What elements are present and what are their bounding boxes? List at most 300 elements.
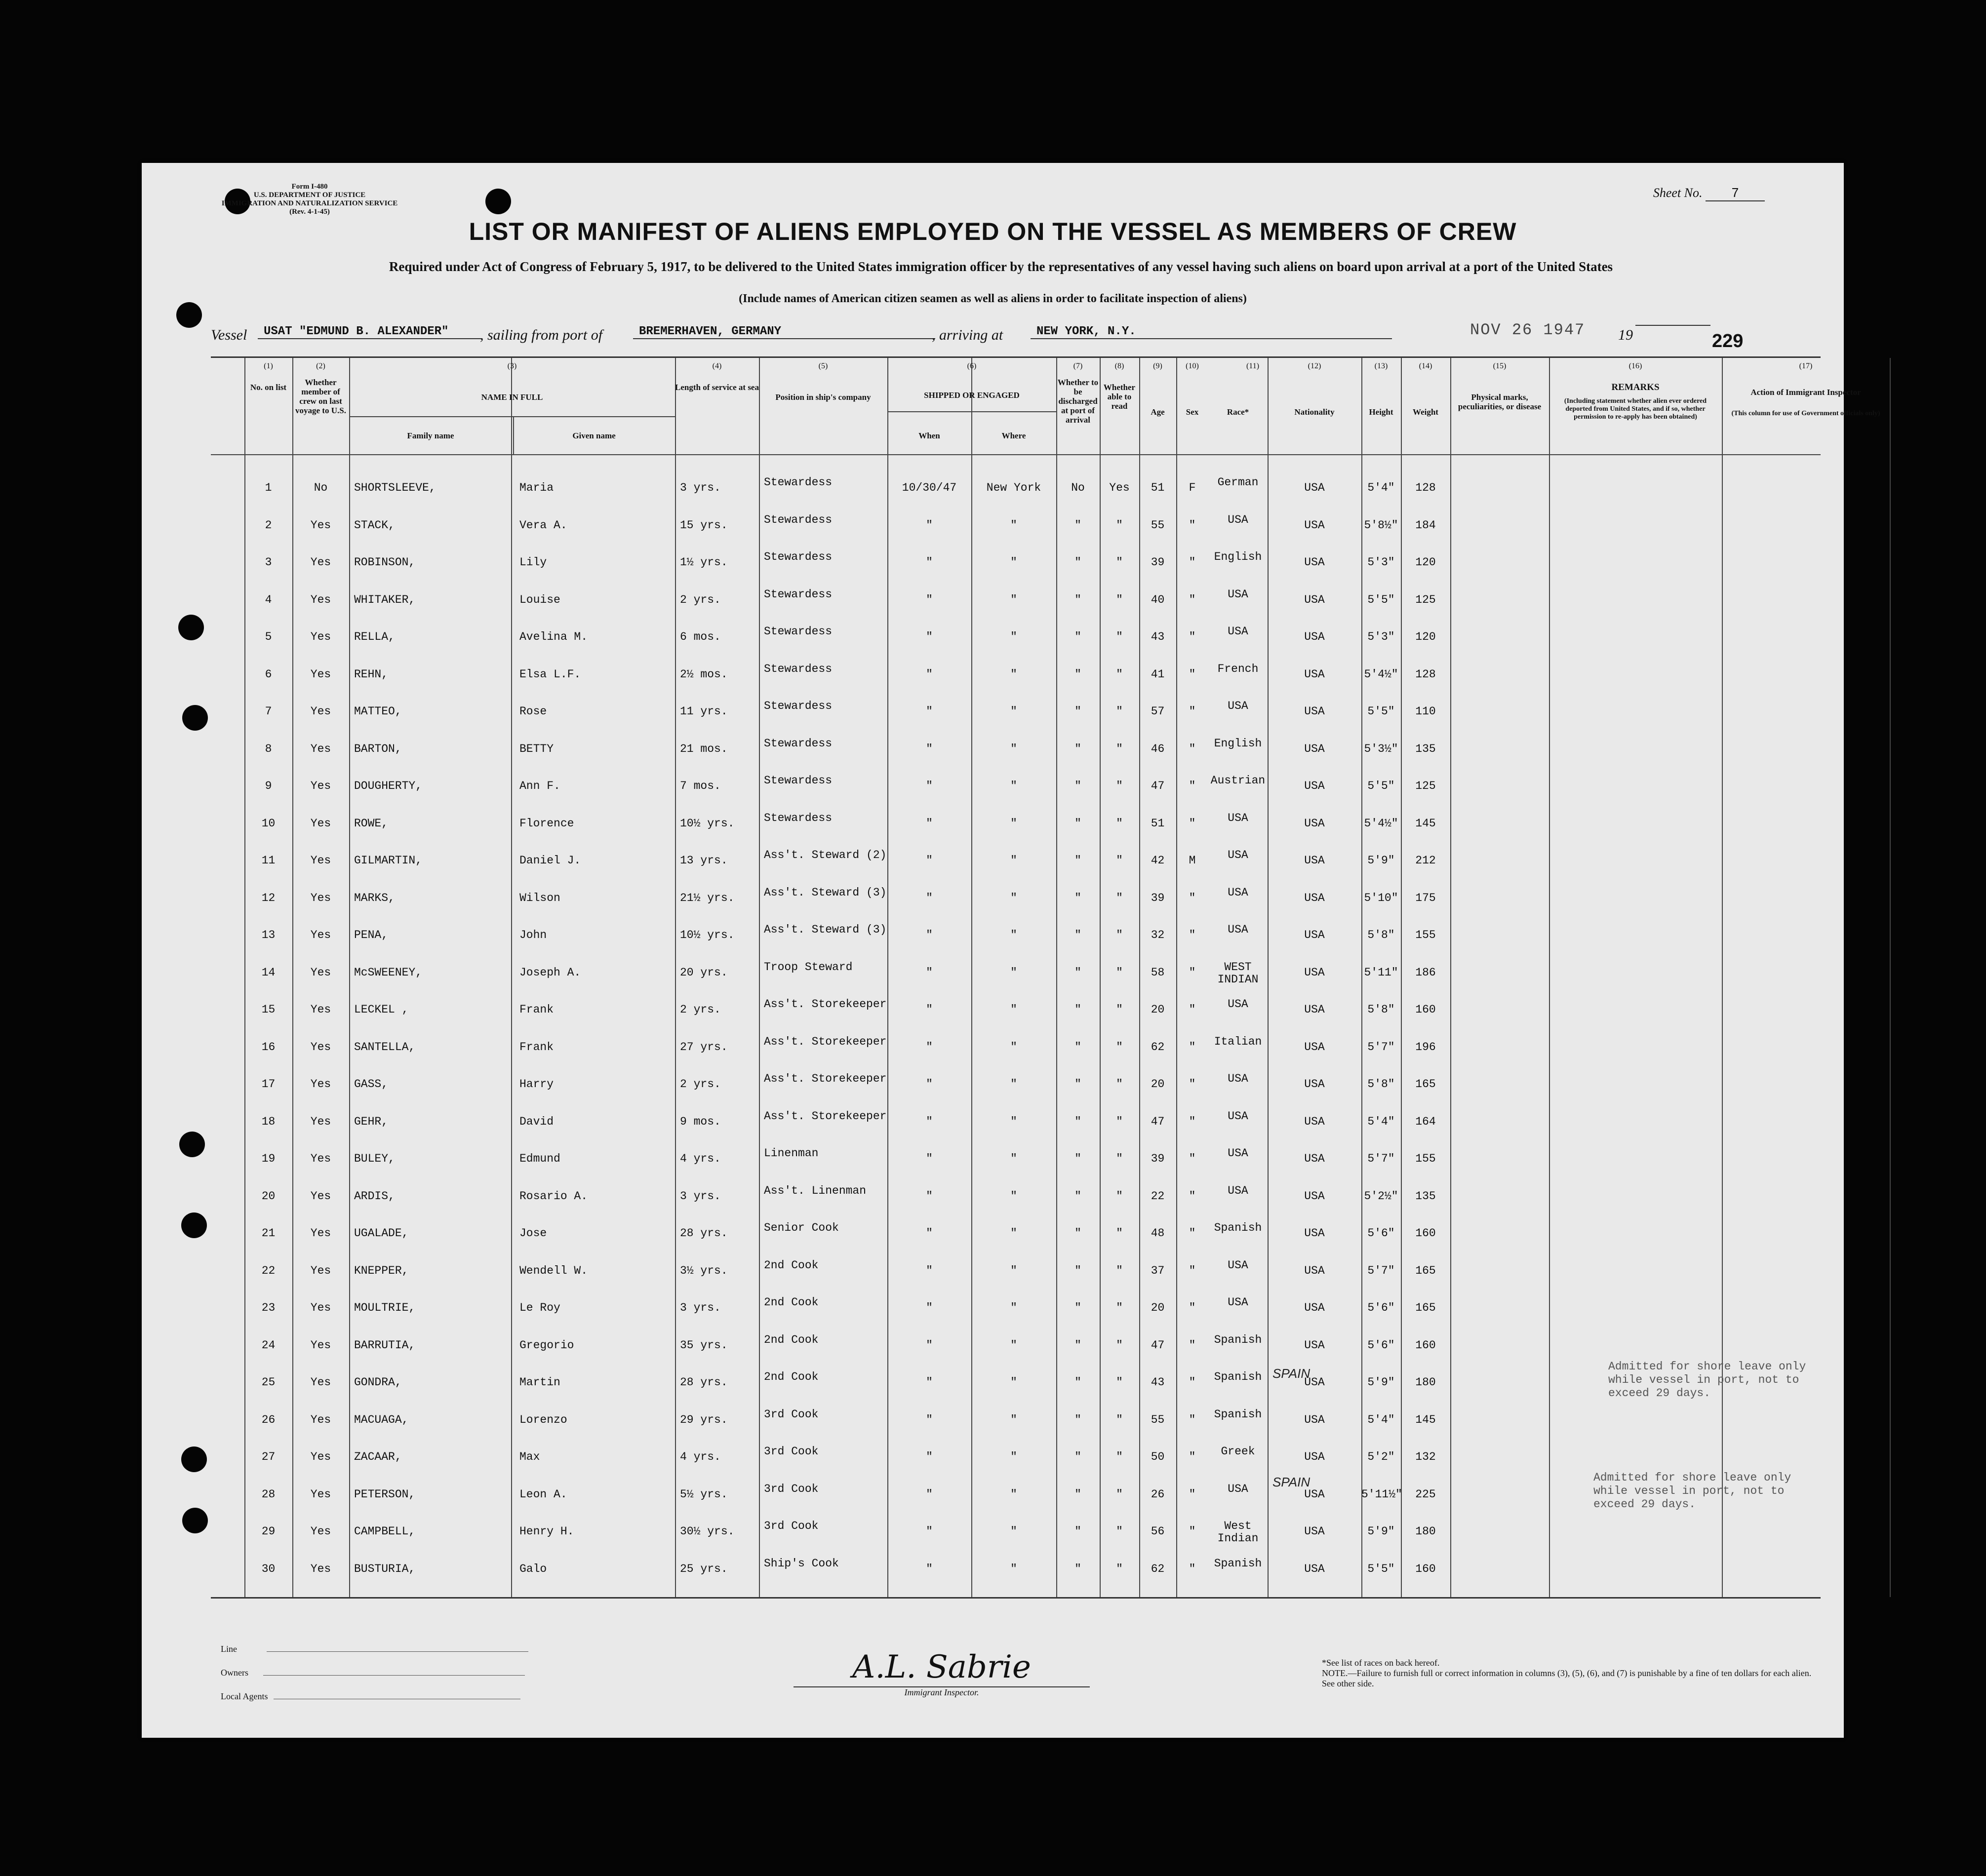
weight: 155 — [1415, 929, 1436, 941]
shipped-where: " — [1010, 742, 1017, 755]
age: 32 — [1151, 929, 1165, 941]
table-row — [211, 770, 1821, 804]
age: 50 — [1151, 1450, 1165, 1463]
footer-notes — [1322, 1658, 1816, 1689]
row-number: 18 — [261, 1115, 276, 1128]
service-name: IMMIGRATION AND NATURALIZATION SERVICE — [221, 199, 398, 207]
height: 5'9" — [1367, 854, 1395, 867]
date-stamp: NOV 26 1947 — [1470, 321, 1586, 339]
last-voyage: Yes — [310, 1525, 331, 1538]
race: USA — [1228, 811, 1248, 824]
length-service: 30½ yrs. — [680, 1525, 735, 1538]
discharged: " — [1074, 780, 1081, 792]
sheet-number — [1653, 185, 1765, 201]
family-name: MATTEO, — [354, 705, 402, 718]
row-number: 7 — [265, 705, 272, 718]
age: 20 — [1151, 1003, 1165, 1016]
sex: " — [1189, 1413, 1196, 1426]
height: 5'4½" — [1364, 817, 1398, 830]
race: USA — [1228, 923, 1248, 936]
race: USA — [1228, 1109, 1248, 1123]
last-voyage: Yes — [310, 780, 331, 792]
position: Ass't. Storekeeper — [764, 1035, 887, 1048]
race: Greek — [1221, 1445, 1255, 1458]
race: Spanish — [1214, 1557, 1262, 1570]
sex: " — [1189, 1264, 1196, 1277]
height: 5'2" — [1367, 1450, 1395, 1463]
nationality: USA — [1304, 891, 1325, 904]
able-to-read: " — [1116, 1413, 1123, 1426]
shipped-where: " — [1010, 1189, 1017, 1203]
sex: " — [1189, 1078, 1196, 1091]
able-to-read: " — [1116, 1338, 1123, 1352]
weight: 110 — [1415, 705, 1436, 718]
given-name: Jose — [519, 1227, 547, 1240]
last-voyage: Yes — [310, 667, 331, 681]
height: 5'5" — [1367, 780, 1395, 792]
height: 5'10" — [1364, 891, 1398, 904]
row-number: 9 — [265, 780, 272, 792]
discharged: " — [1074, 1376, 1081, 1389]
shipped-when: " — [926, 556, 933, 569]
height: 5'6" — [1367, 1301, 1395, 1314]
discharged: " — [1074, 1078, 1081, 1091]
age: 39 — [1151, 556, 1165, 569]
table-row — [211, 621, 1821, 655]
shipped-when: " — [926, 1450, 933, 1463]
table-row — [211, 733, 1821, 767]
nationality: USA — [1304, 1264, 1325, 1277]
inspector-caption: Immigrant Inspector. — [794, 1686, 1090, 1698]
sex: " — [1189, 1003, 1196, 1016]
form-identifier — [211, 183, 408, 216]
row-number: 6 — [265, 667, 272, 681]
weight: 165 — [1415, 1078, 1436, 1091]
weight: 180 — [1415, 1376, 1436, 1389]
length-service: 10½ yrs. — [680, 817, 735, 830]
length-service: 28 yrs. — [680, 1376, 728, 1389]
shipped-when: " — [926, 1562, 933, 1575]
able-to-read: " — [1116, 556, 1123, 569]
shipped-where: " — [1010, 1040, 1017, 1054]
race: Spanish — [1214, 1407, 1262, 1421]
weight: 128 — [1415, 481, 1436, 494]
page-title: LIST OR MANIFEST OF ALIENS EMPLOYED ON THE VESSEL AS MEMBERS OF CREW — [469, 218, 1517, 245]
able-to-read: " — [1116, 1376, 1123, 1389]
able-to-read: " — [1116, 1264, 1123, 1277]
able-to-read: " — [1116, 705, 1123, 718]
position: 3rd Cook — [764, 1520, 819, 1532]
given-name: Lorenzo — [519, 1413, 567, 1426]
last-voyage: Yes — [310, 1115, 331, 1128]
header-nationality: Nationality — [1294, 407, 1335, 417]
last-voyage: Yes — [310, 1227, 331, 1240]
position: Ass't. Steward (3) — [764, 923, 887, 936]
shipped-when: " — [926, 1264, 933, 1277]
position: 3rd Cook — [764, 1482, 819, 1495]
row-number: 5 — [265, 630, 272, 643]
shipped-when: " — [926, 891, 933, 904]
row-number: 20 — [261, 1189, 276, 1203]
table-row — [211, 1553, 1821, 1587]
able-to-read: " — [1116, 891, 1123, 904]
sex: " — [1189, 1301, 1196, 1314]
able-to-read: " — [1116, 1078, 1123, 1091]
sex: " — [1189, 1487, 1196, 1501]
col-num: (1) — [264, 362, 273, 370]
nationality: USA — [1304, 705, 1325, 718]
discharged: " — [1074, 1487, 1081, 1501]
row-number: 2 — [265, 518, 272, 532]
position: Ass't. Linenman — [764, 1184, 867, 1197]
shipped-where: " — [1010, 593, 1017, 606]
nationality: USA — [1304, 1376, 1325, 1389]
nationality: USA — [1304, 630, 1325, 643]
given-name: Frank — [519, 1040, 554, 1054]
shipped-where: " — [1010, 667, 1017, 681]
shipped-where: " — [1010, 1227, 1017, 1240]
position: Stewardess — [764, 700, 833, 712]
header-action: Action of Immigrant Inspector — [1750, 388, 1861, 397]
sex: " — [1189, 1450, 1196, 1463]
nationality: USA — [1304, 1227, 1325, 1240]
able-to-read: " — [1116, 780, 1123, 792]
last-voyage: Yes — [310, 556, 331, 569]
race: USA — [1228, 625, 1248, 638]
nationality: USA — [1304, 667, 1325, 681]
shipped-where: " — [1010, 1450, 1017, 1463]
row-number: 8 — [265, 742, 272, 755]
last-voyage: Yes — [310, 518, 331, 532]
height: 5'7" — [1367, 1152, 1395, 1165]
able-to-read: " — [1116, 742, 1123, 755]
arrival-port: NEW YORK, N.Y. — [1031, 325, 1392, 339]
height: 5'6" — [1367, 1338, 1395, 1352]
race: French — [1217, 662, 1259, 675]
table-row — [211, 1142, 1821, 1177]
weight: 145 — [1415, 817, 1436, 830]
age: 48 — [1151, 1227, 1165, 1240]
given-name: Lily — [519, 556, 547, 569]
nationality: USA — [1304, 1003, 1325, 1016]
discharged: " — [1074, 742, 1081, 755]
race: WEST INDIAN — [1217, 960, 1259, 986]
header-length-service: Length of service at sea — [675, 383, 759, 392]
sheet-value: 7 — [1706, 185, 1765, 201]
row-number: 24 — [261, 1338, 276, 1352]
crew-table — [211, 356, 1880, 1599]
shipped-when: " — [926, 1152, 933, 1165]
sex: " — [1189, 817, 1196, 830]
col-num: (10) — [1186, 362, 1199, 370]
age: 22 — [1151, 1189, 1165, 1203]
col-num: (17) — [1799, 362, 1813, 370]
weight: 175 — [1415, 891, 1436, 904]
age: 51 — [1151, 481, 1165, 494]
weight: 155 — [1415, 1152, 1436, 1165]
header-remarks: REMARKS — [1611, 382, 1660, 392]
header-given-name: Given name — [572, 431, 616, 440]
col-num: (5) — [818, 362, 828, 370]
family-name: KNEPPER, — [354, 1264, 409, 1277]
family-name: WHITAKER, — [354, 593, 416, 606]
discharged: " — [1074, 1003, 1081, 1016]
table-row — [211, 1254, 1821, 1289]
punch-hole — [176, 302, 202, 328]
family-name: SHORTSLEEVE, — [354, 481, 436, 494]
length-service: 9 mos. — [680, 1115, 721, 1128]
row-number: 3 — [265, 556, 272, 569]
position: Troop Steward — [764, 960, 853, 974]
shipped-when: " — [926, 1040, 933, 1054]
family-name: LECKEL , — [354, 1003, 409, 1016]
height: 5'4½" — [1364, 667, 1398, 681]
length-service: 25 yrs. — [680, 1562, 728, 1575]
header-discharged: Whether to be discharged at port of arrival — [1057, 378, 1099, 425]
height: 5'2½" — [1364, 1189, 1398, 1203]
weight: 132 — [1415, 1450, 1436, 1463]
height: 5'4" — [1367, 481, 1395, 494]
able-to-read: " — [1116, 1152, 1123, 1165]
family-name: McSWEENEY, — [354, 966, 423, 979]
age: 47 — [1151, 780, 1165, 792]
height: 5'3" — [1367, 630, 1395, 643]
position: Stewardess — [764, 737, 833, 750]
weight: 125 — [1415, 593, 1436, 606]
weight: 184 — [1415, 518, 1436, 532]
remark-shore-leave: Admitted for shore leave only while vessel in port, not to exceed 29 days. — [1608, 1360, 1806, 1400]
race: USA — [1228, 1147, 1248, 1160]
shipped-where: " — [1010, 854, 1017, 867]
owners-label: Owners — [221, 1668, 248, 1678]
nationality: USA — [1304, 1189, 1325, 1203]
last-voyage: Yes — [310, 630, 331, 643]
line-label: Line — [221, 1644, 237, 1654]
age: 47 — [1151, 1338, 1165, 1352]
age: 57 — [1151, 705, 1165, 718]
race: Spanish — [1214, 1333, 1262, 1346]
height: 5'7" — [1367, 1040, 1395, 1054]
sex: " — [1189, 667, 1196, 681]
weight: 120 — [1415, 630, 1436, 643]
discharged: " — [1074, 1338, 1081, 1352]
race: Spanish — [1214, 1370, 1262, 1383]
family-name: PENA, — [354, 929, 389, 941]
shipped-when: " — [926, 1487, 933, 1501]
race: Austrian — [1210, 774, 1266, 787]
height: 5'9" — [1367, 1525, 1395, 1538]
row-number: 27 — [261, 1450, 276, 1463]
age: 37 — [1151, 1264, 1165, 1277]
age: 20 — [1151, 1301, 1165, 1314]
discharged: " — [1074, 1264, 1081, 1277]
weight: 160 — [1415, 1338, 1436, 1352]
last-voyage: Yes — [310, 966, 331, 979]
punch-hole — [178, 615, 204, 640]
col-num: (6) — [967, 362, 977, 370]
header-position: Position in ship's company — [775, 392, 871, 402]
nationality: USA — [1304, 1338, 1325, 1352]
given-name: Wendell W. — [519, 1264, 588, 1277]
last-voyage: Yes — [310, 593, 331, 606]
age: 51 — [1151, 817, 1165, 830]
nationality: USA — [1304, 1450, 1325, 1463]
weight: 135 — [1415, 742, 1436, 755]
family-name: ZACAAR, — [354, 1450, 402, 1463]
length-service: 35 yrs. — [680, 1338, 728, 1352]
row-number: 4 — [265, 593, 272, 606]
family-name: MOULTRIE, — [354, 1301, 416, 1314]
height: 5'11½" — [1361, 1487, 1402, 1501]
table-row — [211, 1068, 1821, 1102]
last-voyage: Yes — [310, 1487, 331, 1501]
sailing-port: BREMERHAVEN, GERMANY — [633, 325, 935, 339]
last-voyage: Yes — [310, 854, 331, 867]
sex: " — [1189, 1040, 1196, 1054]
age: 20 — [1151, 1078, 1165, 1091]
discharged: " — [1074, 1450, 1081, 1463]
able-to-read: " — [1116, 817, 1123, 830]
header-last-voyage: Whether member of crew on last voyage to U.S. — [295, 378, 346, 415]
race: USA — [1228, 513, 1248, 526]
position: Stewardess — [764, 811, 833, 824]
discharged: " — [1074, 556, 1081, 569]
shipped-when: " — [926, 705, 933, 718]
discharged: " — [1074, 1562, 1081, 1575]
able-to-read: " — [1116, 518, 1123, 532]
table-row — [211, 882, 1821, 916]
table-row — [211, 1515, 1821, 1550]
discharged: " — [1074, 518, 1081, 532]
sex: " — [1189, 1525, 1196, 1538]
last-voyage: No — [314, 481, 328, 494]
family-name: BULEY, — [354, 1152, 395, 1165]
table-row — [211, 1441, 1821, 1475]
nationality: USA — [1304, 1152, 1325, 1165]
height: 5'5" — [1367, 1562, 1395, 1575]
shipped-where: " — [1010, 1525, 1017, 1538]
shipped-where: " — [1010, 1338, 1017, 1352]
position: Linenman — [764, 1147, 819, 1160]
row-number: 10 — [261, 817, 276, 830]
length-service: 3 yrs. — [680, 1301, 721, 1314]
header-no: No. on list — [250, 383, 287, 392]
discharged: " — [1074, 817, 1081, 830]
position: Senior Cook — [764, 1221, 839, 1234]
age: 40 — [1151, 593, 1165, 606]
given-name: Rose — [519, 705, 547, 718]
sex: " — [1189, 1227, 1196, 1240]
given-name: Florence — [519, 817, 574, 830]
age: 43 — [1151, 1376, 1165, 1389]
age: 47 — [1151, 1115, 1165, 1128]
given-name: Vera A. — [519, 518, 567, 532]
family-name: MARKS, — [354, 891, 395, 904]
position: 2nd Cook — [764, 1296, 819, 1309]
shipped-where: " — [1010, 1078, 1017, 1091]
position: 2nd Cook — [764, 1258, 819, 1272]
shipped-where: " — [1010, 1003, 1017, 1016]
col-num: (7) — [1073, 362, 1083, 370]
voyage-line — [211, 321, 1761, 347]
length-service: 4 yrs. — [680, 1450, 721, 1463]
department-name: U.S. DEPARTMENT OF JUSTICE — [253, 191, 366, 199]
row-number: 17 — [261, 1078, 276, 1091]
shipped-when: " — [926, 966, 933, 979]
race: West Indian — [1217, 1520, 1259, 1545]
punch-hole — [181, 1212, 207, 1238]
last-voyage: Yes — [310, 1413, 331, 1426]
length-service: 2 yrs. — [680, 593, 721, 606]
shipped-when: " — [926, 1115, 933, 1128]
position: Stewardess — [764, 513, 833, 526]
header-race: Race* — [1227, 407, 1249, 417]
weight: 196 — [1415, 1040, 1436, 1054]
height: 5'9" — [1367, 1376, 1395, 1389]
table-row — [211, 1478, 1821, 1513]
length-service: 21½ yrs. — [680, 891, 735, 904]
length-service: 10½ yrs. — [680, 929, 735, 941]
nationality-correction: SPAIN — [1272, 1475, 1311, 1489]
weight: 160 — [1415, 1003, 1436, 1016]
family-name: DOUGHERTY, — [354, 780, 423, 792]
table-row — [211, 1366, 1821, 1401]
shipped-where: " — [1010, 817, 1017, 830]
race: Spanish — [1214, 1221, 1262, 1234]
position: 3rd Cook — [764, 1407, 819, 1421]
last-voyage: Yes — [310, 1562, 331, 1575]
header-where: Where — [1001, 431, 1026, 440]
shipped-where: " — [1010, 966, 1017, 979]
shipped-where: " — [1010, 556, 1017, 569]
nationality: USA — [1304, 1078, 1325, 1091]
shipped-where: " — [1010, 1152, 1017, 1165]
family-name: GONDRA, — [354, 1376, 402, 1389]
shipped-where: " — [1010, 1376, 1017, 1389]
col-num: (13) — [1374, 362, 1388, 370]
race: USA — [1228, 886, 1248, 899]
shipped-when: " — [926, 1413, 933, 1426]
discharged: " — [1074, 1115, 1081, 1128]
shipped-when: " — [926, 929, 933, 941]
header-action-note: (This column for use of Government officials only) — [1731, 410, 1880, 417]
nationality: USA — [1304, 966, 1325, 979]
row-number: 21 — [261, 1227, 276, 1240]
position: Ass't. Steward (2) — [764, 849, 887, 861]
able-to-read: " — [1116, 1003, 1123, 1016]
vessel-label: Vessel — [211, 327, 247, 343]
page-number: 229 — [1712, 331, 1744, 352]
family-name: ROBINSON, — [354, 556, 416, 569]
table-row — [211, 658, 1821, 693]
height: 5'4" — [1367, 1413, 1395, 1426]
nationality: USA — [1304, 1525, 1325, 1538]
position: Stewardess — [764, 550, 833, 563]
row-number: 25 — [261, 1376, 276, 1389]
last-voyage: Yes — [310, 1003, 331, 1016]
last-voyage: Yes — [310, 1264, 331, 1277]
height: 5'11" — [1364, 966, 1398, 979]
last-voyage: Yes — [310, 1301, 331, 1314]
punch-hole — [179, 1132, 205, 1157]
given-name: Henry H. — [519, 1525, 574, 1538]
age: 62 — [1151, 1040, 1165, 1054]
able-to-read: " — [1116, 1227, 1123, 1240]
given-name: Joseph A. — [519, 966, 581, 979]
table-row — [211, 993, 1821, 1028]
punch-hole — [182, 1508, 208, 1533]
row-number: 14 — [261, 966, 276, 979]
